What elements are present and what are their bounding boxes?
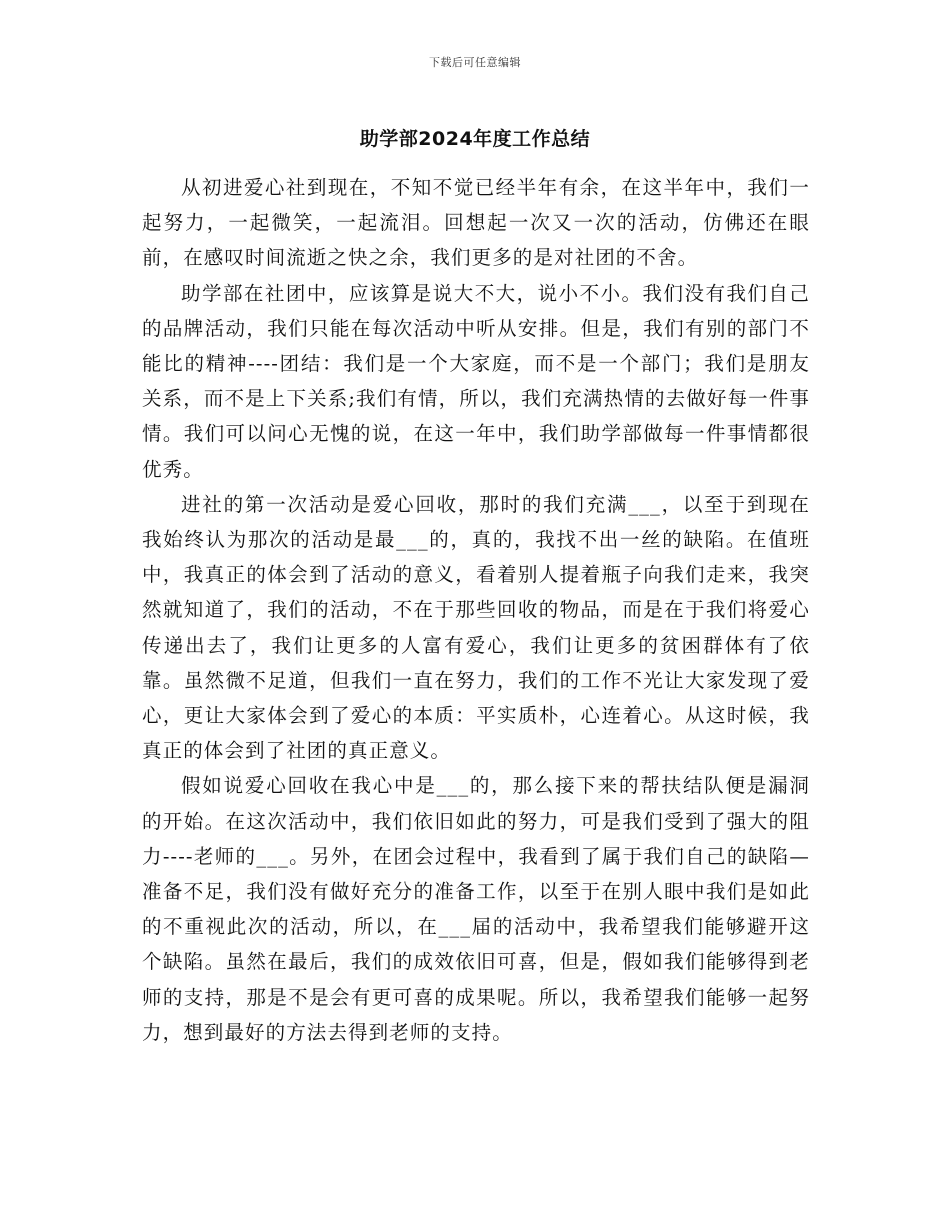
document-title: 助学部2024年度工作总结 xyxy=(359,128,591,150)
paragraph: 假如说爱心回收在我心中是___的，那么接下来的帮扶结队便是漏洞的开始。在这次活动中，我们依旧如此的努力，可是我们受到了强大的阻力----老师的___。另外，在团会过程中，我看到了属于我们自己的缺陷—准备不足，我们没有做好充分的准备工作，以至于在别人眼中我们是如此的不重视此次的活动，所以，在___届的活动中，我希望我们能够避开这个缺陷。虽然在最后，我们的成效依旧可喜，但是，假如我们能够得到老师的支持，那是不是会有更可喜的成果呢。所以，我希望我们能够一起努力，想到最好的方法去得到老师的支持。 xyxy=(142,774,810,1044)
paragraph: 进社的第一次活动是爱心回收，那时的我们充满___，以至于到现在我始终认为那次的活动是最___的，真的，我找不出一丝的缺陷。在值班中，我真正的体会到了活动的意义，看着别人提着瓶子向我们走来，我突然就知道了，我们的活动，不在于那些回收的物品，而是在于我们将爱心传递出去了，我们让更多的人富有爱心，我们让更多的贫困群体有了依靠。虽然微不足道，但我们一直在努力，我们的工作不光让大家发现了爱心，更让大家体会到了爱心的本质：平实质朴，心连着心。从这时候，我真正的体会到了社团的真正意义。 xyxy=(142,492,810,763)
document-body xyxy=(142,170,810,1050)
paragraph: 助学部在社团中，应该算是说大不大，说小不小。我们没有我们自己的品牌活动，我们只能在每次活动中听从安排。但是，我们有别的部门不能比的精神----团结：我们是一个大家庭，而不是一个部门；我们是朋友关系，而不是上下关系;我们有情，所以，我们充满热情的去做好每一件事情。我们可以问心无愧的说，在这一年中，我们助学部做每一件事情都很优秀。 xyxy=(142,281,810,481)
header-note: 下载后可任意编辑 xyxy=(429,56,521,69)
paragraph: 从初进爱心社到现在，不知不觉已经半年有余，在这半年中，我们一起努力，一起微笑，一起流泪。回想起一次又一次的活动，仿佛还在眼前，在感叹时间流逝之快之余，我们更多的是对社团的不舍。 xyxy=(142,176,810,270)
